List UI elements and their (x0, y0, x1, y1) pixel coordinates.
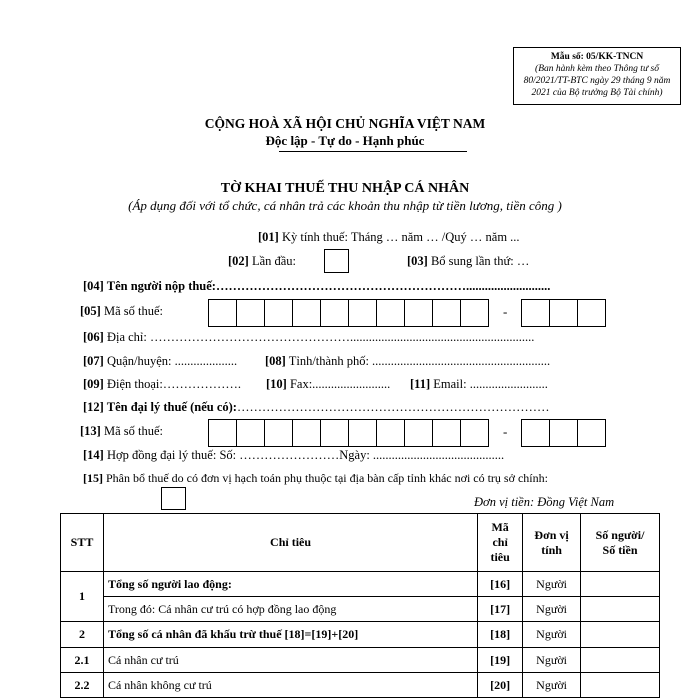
header-code-line-1: Mã (491, 520, 509, 534)
tin-digit-box[interactable] (320, 419, 349, 447)
row-unit: Người (523, 648, 581, 673)
field-03-code: [03] (407, 254, 428, 268)
tin-digit-box[interactable] (264, 299, 293, 327)
field-15-label: Phân bổ thuế do có đơn vị hạch toán phụ thuộc tại địa bàn cấp tỉnh khác nơi có trụ sở chính: (103, 471, 548, 485)
form-code-note-2: 80/2021/TT-BTC ngày 29 tháng 9 năm (523, 76, 671, 86)
field-01 (258, 230, 520, 245)
row-value[interactable] (581, 597, 660, 622)
agent-tin-boxes (208, 419, 488, 447)
row-stt: 2.2 (61, 673, 104, 698)
row-item: Cá nhân cư trú (103, 648, 477, 673)
field-09-code: [09] (83, 377, 104, 391)
tin-digit-box[interactable] (376, 299, 405, 327)
allocation-checkbox[interactable] (161, 487, 186, 510)
tin-digit-box[interactable] (208, 299, 237, 327)
header-stt: STT (61, 514, 104, 572)
field-11 (410, 377, 548, 392)
header-code-line-2: chỉ (492, 535, 508, 549)
field-01-label: Kỳ tính thuế: Tháng … năm … /Quý … năm ... (278, 230, 520, 244)
field-14-code: [14] (83, 448, 104, 462)
field-02 (228, 254, 296, 269)
tin-digit-box[interactable] (348, 299, 377, 327)
nation-heading: CỘNG HOÀ XÃ HỘI CHỦ NGHĨA VIỆT NAM (204, 116, 486, 131)
row-unit: Người (523, 572, 581, 597)
motto-underline (279, 151, 467, 152)
row-unit: Người (523, 673, 581, 698)
tin-digit-box[interactable] (264, 419, 293, 447)
field-11-code: [11] (410, 377, 431, 391)
field-08-label: Tỉnh/thành phố: ......................................................... (285, 354, 551, 368)
header-unit-line-2: tính (541, 542, 562, 557)
field-07-label: Quận/huyện: .................... (103, 354, 238, 368)
header-code (478, 514, 523, 572)
field-13 (80, 424, 163, 439)
field-08-code: [08] (265, 354, 286, 368)
field-05-label: Mã số thuế: (100, 304, 163, 318)
row-unit: Người (523, 597, 581, 622)
tin-digit-box[interactable] (460, 299, 489, 327)
form-code-box (513, 47, 681, 105)
field-01-code: [01] (258, 230, 279, 244)
tin-digit-box[interactable] (348, 419, 377, 447)
header-code-line-3: tiêu (490, 550, 510, 564)
row-stt: 2.1 (61, 648, 104, 673)
table-header-row (61, 514, 660, 572)
row-unit: Người (523, 622, 581, 648)
header-unit (523, 514, 581, 572)
table-row (61, 597, 660, 622)
field-02-code: [02] (228, 254, 249, 268)
field-04-label: Tên người nộp thuế:……………………………………………………........................... (103, 279, 551, 293)
field-03-label: Bổ sung lần thứ: … (427, 254, 530, 268)
field-06-code: [06] (83, 330, 104, 344)
field-15-code: [15] (83, 471, 103, 485)
tin-digit-box[interactable] (549, 419, 578, 447)
field-07 (83, 354, 237, 369)
row-value[interactable] (581, 622, 660, 648)
form-code-note-1: (Ban hành kèm theo Thông tư số (535, 64, 659, 74)
field-14 (83, 448, 504, 463)
field-13-label: Mã số thuế: (100, 424, 163, 438)
tin-digit-box[interactable] (521, 299, 550, 327)
tin-digit-box[interactable] (577, 299, 606, 327)
table-row (61, 572, 660, 597)
row-code: [16] (478, 572, 523, 597)
row-code: [20] (478, 673, 523, 698)
field-08 (265, 354, 550, 369)
tin-digit-box[interactable] (292, 299, 321, 327)
motto: Độc lập - Tự do - Hạnh phúc (265, 133, 425, 148)
field-10-code: [10] (266, 377, 287, 391)
header-value (581, 514, 660, 572)
field-05-code: [05] (80, 304, 101, 318)
form-code: Mẫu số: 05/KK-TNCN (550, 52, 644, 62)
declaration-table (60, 513, 660, 698)
field-04 (83, 279, 550, 294)
row-value[interactable] (581, 648, 660, 673)
field-02-label: Lần đầu: (248, 254, 297, 268)
field-06-label: Địa chỉ: …………………………………………........................................................... (103, 330, 535, 344)
first-time-checkbox[interactable] (324, 249, 349, 273)
table-row (61, 622, 660, 648)
tin-digit-box[interactable] (292, 419, 321, 447)
tin-digit-box[interactable] (577, 419, 606, 447)
currency-note: Đơn vị tiền: Đồng Việt Nam (474, 495, 615, 509)
row-item: Tổng số cá nhân đã khấu trừ thuế [18]=[19]+[20] (103, 622, 477, 648)
header-value-line-1: Số người/ (595, 527, 645, 542)
field-12-code: [12] (83, 400, 104, 414)
row-item: Cá nhân không cư trú (103, 673, 477, 698)
tin-separator: - (503, 304, 508, 319)
header-item: Chỉ tiêu (103, 514, 477, 572)
table-row (61, 648, 660, 673)
field-15 (83, 471, 548, 486)
row-stt: 1 (61, 572, 104, 622)
field-12-dots: ………………………………………………………………… (236, 400, 550, 414)
row-value[interactable] (581, 572, 660, 597)
taxpayer-tin-boxes (208, 299, 488, 327)
field-04-code: [04] (83, 279, 104, 293)
agent-tin-separator: - (503, 424, 508, 439)
field-09 (83, 377, 241, 392)
tin-digit-box[interactable] (549, 299, 578, 327)
field-10-label: Fax:......................... (286, 377, 391, 391)
header-value-line-2: Số tiền (602, 542, 638, 557)
form-subtitle: (Áp dụng đối với tổ chức, cá nhân trả các khoản thu nhập từ tiền lương, tiền công ) (128, 198, 562, 213)
field-06 (83, 330, 534, 345)
header-unit-line-1: Đơn vị (534, 527, 569, 542)
row-stt: 2 (61, 622, 104, 648)
field-10 (266, 377, 390, 392)
tin-digit-box[interactable] (432, 419, 461, 447)
row-code: [18] (478, 622, 523, 648)
row-value[interactable] (581, 673, 660, 698)
tin-digit-box[interactable] (460, 419, 489, 447)
field-12 (83, 400, 549, 415)
tin-digit-box[interactable] (521, 419, 550, 447)
row-item: Tổng số người lao động: (103, 572, 477, 597)
field-09-label: Điện thoại:………………. (103, 377, 241, 391)
tin-digit-box[interactable] (432, 299, 461, 327)
field-03 (407, 254, 529, 269)
field-05 (80, 304, 163, 319)
taxpayer-tin-branch-boxes (521, 299, 605, 327)
form-title: TỜ KHAI THUẾ THU NHẬP CÁ NHÂN (220, 181, 470, 196)
tin-digit-box[interactable] (208, 419, 237, 447)
field-12-label: Tên đại lý thuế (nếu có): (103, 400, 237, 414)
field-07-code: [07] (83, 354, 104, 368)
tin-digit-box[interactable] (236, 419, 265, 447)
table-row (61, 673, 660, 698)
tin-digit-box[interactable] (404, 419, 433, 447)
agent-tin-branch-boxes (521, 419, 605, 447)
tin-digit-box[interactable] (404, 299, 433, 327)
field-11-label: Email: ......................... (430, 377, 548, 391)
tin-digit-box[interactable] (320, 299, 349, 327)
tin-digit-box[interactable] (236, 299, 265, 327)
tin-digit-box[interactable] (376, 419, 405, 447)
field-13-code: [13] (80, 424, 101, 438)
row-code: [19] (478, 648, 523, 673)
form-code-note-3: 2021 của Bộ trưởng Bộ Tài chính) (531, 88, 663, 98)
row-item: Trong đó: Cá nhân cư trú có hợp đồng lao động (103, 597, 477, 622)
row-code: [17] (478, 597, 523, 622)
field-14-label: Hợp đồng đại lý thuế: Số: ……………………Ngày: .......................................... (103, 448, 505, 462)
